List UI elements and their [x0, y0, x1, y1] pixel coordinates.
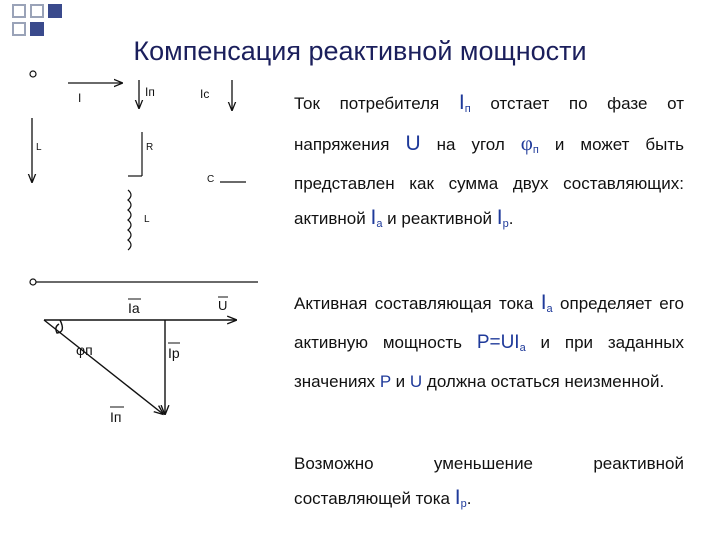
angle-arc-phi: [56, 320, 63, 333]
label-phi: φп: [76, 342, 93, 358]
symbol-U: U: [409, 372, 423, 391]
subscript: п: [532, 144, 539, 156]
label-In-phasor: Iп: [110, 409, 122, 425]
text-span: на угол: [420, 135, 521, 154]
label-L-coil: L: [144, 214, 150, 225]
symbol-I: I: [540, 291, 547, 314]
symbol-I: I: [370, 206, 377, 229]
text-span: .: [466, 489, 472, 508]
paragraph-reactive-reduction: [294, 447, 684, 521]
symbol-P: P: [379, 372, 391, 391]
label-L-left: L: [36, 142, 42, 153]
text-span: и может быть представлен как сумма двух составляющих: активной: [294, 135, 684, 228]
text-span: Возможно уменьшение реактивной составляющей тока: [294, 454, 684, 508]
subscript: а: [376, 218, 383, 230]
circuit-diagram: [30, 71, 246, 250]
text-span: Активная составляющая тока: [294, 294, 541, 313]
subscript: р: [460, 498, 467, 510]
formula-P: P=UI: [476, 332, 520, 353]
label-I: I: [78, 91, 82, 105]
subscript: а: [546, 303, 553, 315]
label-C: C: [207, 174, 215, 185]
symbol-I: I: [454, 486, 461, 509]
text-span: должна остаться неизменной.: [422, 372, 665, 391]
inductor-coil: [128, 190, 131, 250]
symbol-U: U: [405, 132, 421, 155]
label-R: R: [146, 142, 154, 153]
paragraph-consumer-current: [294, 86, 684, 241]
symbol-I: I: [496, 206, 503, 229]
label-U: U: [218, 298, 228, 313]
subscript: п: [464, 103, 471, 115]
text-span: Ток потребителя: [294, 94, 459, 113]
phasor-consumer-In: [44, 320, 163, 414]
label-Ip: Ip: [168, 345, 180, 361]
label-Ia: Ia: [128, 300, 140, 316]
text-span: определяет его активную мощность: [294, 294, 684, 352]
text-span: и реактивной: [382, 209, 497, 228]
phasor-diagram: [30, 279, 258, 425]
terminal-bottom: [30, 279, 36, 285]
paragraph-active-component: [294, 286, 684, 399]
text-span: и при заданных значениях: [294, 333, 684, 391]
subscript: а: [519, 342, 526, 354]
text-span: и: [390, 372, 410, 391]
label-In: Iп: [145, 85, 155, 99]
page-title: Компенсация реактивной мощности: [133, 36, 587, 66]
symbol-I: I: [458, 91, 465, 114]
label-Ic: Iс: [200, 87, 210, 101]
subscript: р: [502, 218, 509, 230]
symbol-phi: φ: [520, 131, 533, 155]
text-span: .: [508, 209, 514, 228]
terminal-top: [30, 71, 36, 77]
text-span: отстает по фазе от напряжения: [294, 94, 684, 154]
